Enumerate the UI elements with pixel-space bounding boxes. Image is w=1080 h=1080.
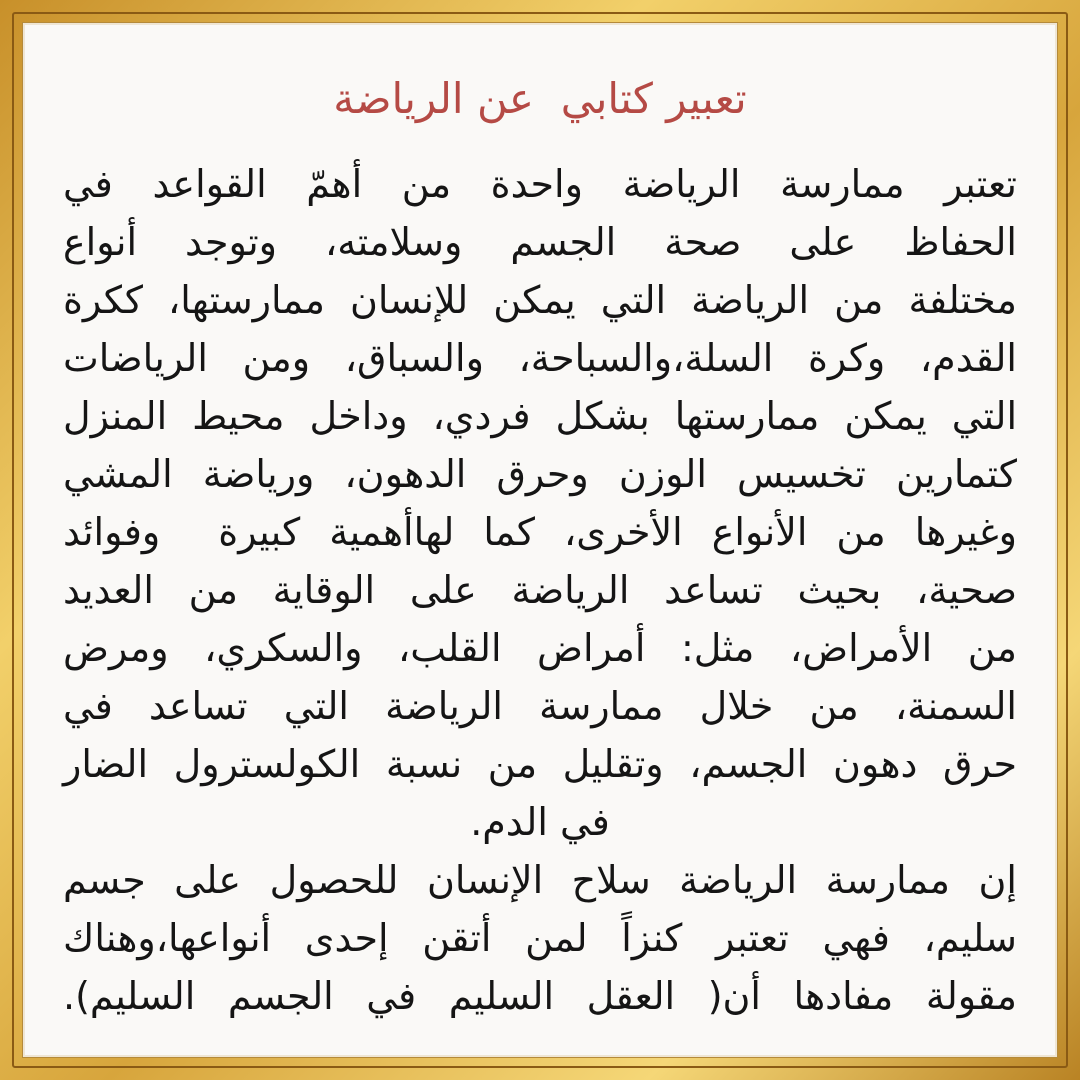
essay-line: مقولة مفادها أن( العقل السليم في الجسم السليم). [63,974,1017,1018]
essay-line: وغيرها من الأنواع الأخرى، كما لهاأهمية كبيرة وفوائد [63,510,1017,554]
essay-line: من الأمراض، مثل: أمراض القلب، والسكري، ومرض [63,626,1017,670]
essay-line: تعتبر ممارسة الرياضة واحدة من أهمّ القواعد في [63,162,1017,206]
essay-line: مختلفة من الرياضة التي يمكن للإنسان ممارستها، ككرة [63,278,1017,322]
essay-line: كتمارين تخسيس الوزن وحرق الدهون، ورياضة المشي [63,452,1017,496]
essay-line: الحفاظ على صحة الجسم وسلامته، وتوجد أنواع [63,220,1017,264]
essay-line: صحية، بحيث تساعد الرياضة على الوقاية من العديد [63,568,1017,612]
essay-line: إن ممارسة الرياضة سلاح الإنسان للحصول على جسم [63,858,1017,902]
essay-line: سليم، فهي تعتبر كنزاً لمن أتقن إحدى أنواعها،وهناك [63,916,1017,960]
essay-line: حرق دهون الجسم، وتقليل من نسبة الكولسترول الضار [63,742,1017,786]
essay-line: التي يمكن ممارستها بشكل فردي، وداخل محيط المنزل [63,394,1017,438]
essay-line: في الدم. [470,800,610,844]
essay-line: القدم، وكرة السلة،والسباحة، والسباق، ومن الرياضات [63,336,1017,380]
essay-body [63,155,1017,1025]
text-card [22,22,1058,1058]
essay-line: السمنة، من خلال ممارسة الرياضة التي تساعد في [63,684,1017,728]
page-title: تعبير كتابي عن الرياضة [333,74,747,123]
